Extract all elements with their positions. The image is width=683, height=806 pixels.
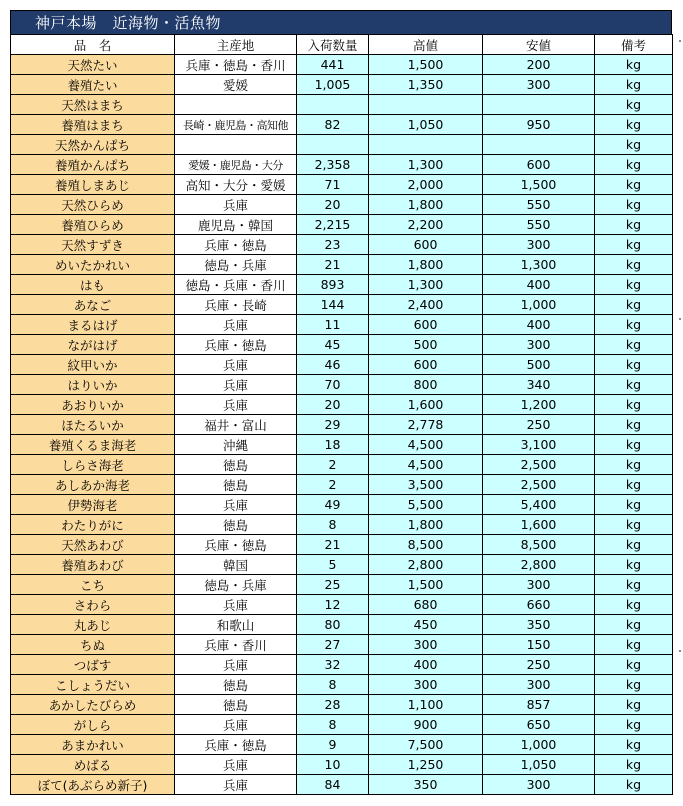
cell-name: 養殖くるま海老: [11, 435, 175, 455]
header-note: 備考: [595, 35, 673, 55]
cell-high-price: 1,800: [369, 255, 483, 275]
cell-origin: 長崎・鹿児島・高知他: [175, 115, 297, 135]
cell-high-price: 500: [369, 335, 483, 355]
cell-origin: 兵庫・香川: [175, 635, 297, 655]
cell-quantity: 8: [297, 515, 369, 535]
cell-quantity: 82: [297, 115, 369, 135]
cell-name: さわら: [11, 595, 175, 615]
cell-name: はりいか: [11, 375, 175, 395]
cell-origin: 徳島・兵庫・香川: [175, 275, 297, 295]
cell-name: あかしたびらめ: [11, 695, 175, 715]
table-row: [11, 455, 673, 475]
cell-high-price: 600: [369, 355, 483, 375]
cell-origin: [175, 95, 297, 115]
cell-high-price: 1,800: [369, 515, 483, 535]
table-row: [11, 355, 673, 375]
cell-low-price: 660: [483, 595, 595, 615]
cell-origin: 兵庫・徳島: [175, 235, 297, 255]
cell-quantity: 893: [297, 275, 369, 295]
cell-name: あおりいか: [11, 395, 175, 415]
header-origin: 主産地: [175, 35, 297, 55]
cell-low-price: 2,500: [483, 475, 595, 495]
cell-origin: 兵庫・徳島: [175, 335, 297, 355]
cell-high-price: 1,800: [369, 195, 483, 215]
cell-low-price: 1,000: [483, 735, 595, 755]
table-row: [11, 235, 673, 255]
cell-note: kg: [595, 775, 673, 795]
cell-high-price: 800: [369, 375, 483, 395]
cell-quantity: 8: [297, 675, 369, 695]
table-row: [11, 635, 673, 655]
cell-note: kg: [595, 755, 673, 775]
cell-origin: 兵庫: [175, 775, 297, 795]
cell-note: kg: [595, 515, 673, 535]
cell-note: kg: [595, 475, 673, 495]
cell-low-price: 950: [483, 115, 595, 135]
cell-origin: 兵庫・徳島: [175, 535, 297, 555]
cell-quantity: 144: [297, 295, 369, 315]
cell-origin: 徳島: [175, 675, 297, 695]
cell-quantity: 21: [297, 255, 369, 275]
cell-note: kg: [595, 135, 673, 155]
cell-quantity: 20: [297, 395, 369, 415]
table-row: [11, 475, 673, 495]
cell-quantity: 70: [297, 375, 369, 395]
table-row: [11, 195, 673, 215]
table-row: [11, 55, 673, 75]
cell-note: kg: [595, 415, 673, 435]
cell-quantity: 80: [297, 615, 369, 635]
cell-note: kg: [595, 175, 673, 195]
cell-origin: 兵庫: [175, 355, 297, 375]
cell-high-price: 1,300: [369, 275, 483, 295]
cell-low-price: 550: [483, 215, 595, 235]
cell-low-price: 300: [483, 335, 595, 355]
cell-high-price: 2,000: [369, 175, 483, 195]
cell-note: kg: [595, 575, 673, 595]
cell-high-price: 400: [369, 655, 483, 675]
cell-low-price: 300: [483, 235, 595, 255]
cell-high-price: 3,500: [369, 475, 483, 495]
table-row: [11, 675, 673, 695]
cell-name: 丸あじ: [11, 615, 175, 635]
cell-note: kg: [595, 255, 673, 275]
cell-low-price: 8,500: [483, 535, 595, 555]
cell-low-price: 300: [483, 675, 595, 695]
table-row: [11, 215, 673, 235]
cell-quantity: 20: [297, 195, 369, 215]
cell-name: あしあか海老: [11, 475, 175, 495]
cell-name: こしょうだい: [11, 675, 175, 695]
cell-name: 天然はまち: [11, 95, 175, 115]
cell-note: kg: [595, 95, 673, 115]
cell-quantity: 29: [297, 415, 369, 435]
cell-quantity: 2,358: [297, 155, 369, 175]
cell-quantity: 27: [297, 635, 369, 655]
cell-origin: 兵庫: [175, 375, 297, 395]
cell-note: kg: [595, 535, 673, 555]
cell-origin: 兵庫: [175, 595, 297, 615]
cell-note: kg: [595, 355, 673, 375]
edge-mark: [679, 318, 681, 320]
cell-low-price: 3,100: [483, 435, 595, 455]
cell-name: 天然すずき: [11, 235, 175, 255]
cell-name: めばる: [11, 755, 175, 775]
cell-origin: 愛媛: [175, 75, 297, 95]
cell-high-price: 900: [369, 715, 483, 735]
edge-mark: [679, 650, 681, 652]
cell-low-price: 400: [483, 315, 595, 335]
cell-low-price: 1,200: [483, 395, 595, 415]
table-row: [11, 435, 673, 455]
cell-note: kg: [595, 715, 673, 735]
table-row: [11, 555, 673, 575]
cell-quantity: [297, 135, 369, 155]
cell-quantity: 84: [297, 775, 369, 795]
cell-name: まるはげ: [11, 315, 175, 335]
cell-quantity: 32: [297, 655, 369, 675]
cell-low-price: 200: [483, 55, 595, 75]
cell-origin: 兵庫: [175, 395, 297, 415]
cell-low-price: 1,600: [483, 515, 595, 535]
cell-low-price: 857: [483, 695, 595, 715]
cell-name: めいたかれい: [11, 255, 175, 275]
cell-name: こち: [11, 575, 175, 595]
cell-high-price: 1,100: [369, 695, 483, 715]
cell-low-price: 300: [483, 775, 595, 795]
cell-quantity: 10: [297, 755, 369, 775]
table-row: [11, 175, 673, 195]
cell-quantity: 45: [297, 335, 369, 355]
cell-note: kg: [595, 595, 673, 615]
cell-origin: [175, 135, 297, 155]
cell-name: 天然かんぱち: [11, 135, 175, 155]
cell-quantity: [297, 95, 369, 115]
cell-low-price: 2,500: [483, 455, 595, 475]
table-row: [11, 295, 673, 315]
cell-note: kg: [595, 455, 673, 475]
cell-origin: 徳島・兵庫: [175, 255, 297, 275]
cell-name: 養殖かんぱち: [11, 155, 175, 175]
cell-high-price: 1,500: [369, 55, 483, 75]
cell-high-price: 8,500: [369, 535, 483, 555]
cell-quantity: 9: [297, 735, 369, 755]
cell-quantity: 46: [297, 355, 369, 375]
cell-origin: 兵庫: [175, 195, 297, 215]
cell-quantity: 8: [297, 715, 369, 735]
cell-name: 養殖あわび: [11, 555, 175, 575]
cell-name: ほたるいか: [11, 415, 175, 435]
cell-high-price: 1,500: [369, 575, 483, 595]
table-row: [11, 75, 673, 95]
cell-origin: 徳島: [175, 515, 297, 535]
cell-name: あなご: [11, 295, 175, 315]
cell-quantity: 23: [297, 235, 369, 255]
header-row: [11, 35, 673, 55]
table-row: [11, 535, 673, 555]
cell-origin: 兵庫: [175, 495, 297, 515]
cell-origin: 鹿児島・韓国: [175, 215, 297, 235]
cell-quantity: 18: [297, 435, 369, 455]
cell-note: kg: [595, 115, 673, 135]
cell-note: kg: [595, 55, 673, 75]
cell-name: 養殖しまあじ: [11, 175, 175, 195]
cell-high-price: 1,050: [369, 115, 483, 135]
cell-low-price: 1,050: [483, 755, 595, 775]
cell-note: kg: [595, 315, 673, 335]
cell-low-price: 300: [483, 575, 595, 595]
cell-origin: 兵庫: [175, 755, 297, 775]
cell-high-price: 1,300: [369, 155, 483, 175]
cell-low-price: 650: [483, 715, 595, 735]
cell-name: しらさ海老: [11, 455, 175, 475]
cell-quantity: 71: [297, 175, 369, 195]
header-low-price: 安値: [483, 35, 595, 55]
cell-origin: 徳島: [175, 455, 297, 475]
cell-high-price: 350: [369, 775, 483, 795]
table-row: [11, 735, 673, 755]
cell-low-price: 2,800: [483, 555, 595, 575]
cell-name: ちぬ: [11, 635, 175, 655]
cell-high-price: 1,350: [369, 75, 483, 95]
cell-low-price: 1,000: [483, 295, 595, 315]
cell-origin: 兵庫: [175, 715, 297, 735]
cell-note: kg: [595, 295, 673, 315]
table-row: [11, 495, 673, 515]
cell-origin: 韓国: [175, 555, 297, 575]
cell-high-price: 300: [369, 675, 483, 695]
table-row: [11, 695, 673, 715]
cell-quantity: 49: [297, 495, 369, 515]
header-high-price: 高値: [369, 35, 483, 55]
cell-quantity: 441: [297, 55, 369, 75]
table-row: [11, 715, 673, 735]
table-row: [11, 115, 673, 135]
cell-name: がしら: [11, 715, 175, 735]
cell-low-price: 400: [483, 275, 595, 295]
table-row: [11, 775, 673, 795]
market-price-sheet: [10, 10, 672, 795]
cell-low-price: 340: [483, 375, 595, 395]
cell-low-price: 500: [483, 355, 595, 375]
cell-name: 養殖ひらめ: [11, 215, 175, 235]
cell-name: 紋甲いか: [11, 355, 175, 375]
cell-low-price: 250: [483, 655, 595, 675]
cell-name: つばす: [11, 655, 175, 675]
cell-note: kg: [595, 215, 673, 235]
cell-name: わたりがに: [11, 515, 175, 535]
table-row: [11, 95, 673, 115]
cell-high-price: 600: [369, 315, 483, 335]
cell-origin: 兵庫: [175, 655, 297, 675]
cell-high-price: 2,800: [369, 555, 483, 575]
table-row: [11, 515, 673, 535]
cell-origin: 高知・大分・愛媛: [175, 175, 297, 195]
cell-low-price: [483, 135, 595, 155]
cell-quantity: 28: [297, 695, 369, 715]
cell-origin: 徳島: [175, 695, 297, 715]
table-row: [11, 255, 673, 275]
cell-quantity: 11: [297, 315, 369, 335]
cell-low-price: 550: [483, 195, 595, 215]
cell-high-price: 5,500: [369, 495, 483, 515]
cell-high-price: 450: [369, 615, 483, 635]
table-body: [11, 55, 673, 795]
cell-note: kg: [595, 635, 673, 655]
cell-origin: 兵庫・長崎: [175, 295, 297, 315]
cell-origin: 徳島: [175, 475, 297, 495]
cell-high-price: [369, 135, 483, 155]
table-row: [11, 395, 673, 415]
price-table: [10, 34, 673, 795]
table-row: [11, 755, 673, 775]
cell-note: kg: [595, 675, 673, 695]
cell-name: 養殖たい: [11, 75, 175, 95]
cell-low-price: 150: [483, 635, 595, 655]
cell-high-price: 2,200: [369, 215, 483, 235]
table-row: [11, 595, 673, 615]
cell-name: はも: [11, 275, 175, 295]
header-quantity: 入荷数量: [297, 35, 369, 55]
table-row: [11, 155, 673, 175]
table-row: [11, 375, 673, 395]
cell-name: 天然あわび: [11, 535, 175, 555]
table-row: [11, 615, 673, 635]
cell-high-price: 680: [369, 595, 483, 615]
cell-high-price: 1,600: [369, 395, 483, 415]
table-row: [11, 575, 673, 595]
cell-name: 養殖はまち: [11, 115, 175, 135]
cell-note: kg: [595, 335, 673, 355]
cell-low-price: 5,400: [483, 495, 595, 515]
cell-origin: 兵庫: [175, 315, 297, 335]
cell-quantity: 25: [297, 575, 369, 595]
cell-quantity: 2: [297, 455, 369, 475]
cell-low-price: [483, 95, 595, 115]
cell-quantity: 5: [297, 555, 369, 575]
edge-mark: [679, 40, 681, 42]
cell-note: kg: [595, 275, 673, 295]
cell-origin: 徳島・兵庫: [175, 575, 297, 595]
cell-high-price: 2,778: [369, 415, 483, 435]
cell-note: kg: [595, 695, 673, 715]
cell-quantity: 2,215: [297, 215, 369, 235]
cell-note: kg: [595, 195, 673, 215]
cell-note: kg: [595, 495, 673, 515]
cell-quantity: 1,005: [297, 75, 369, 95]
cell-low-price: 1,500: [483, 175, 595, 195]
table-row: [11, 655, 673, 675]
header-name: 品 名: [11, 35, 175, 55]
cell-high-price: [369, 95, 483, 115]
table-row: [11, 135, 673, 155]
cell-origin: 福井・富山: [175, 415, 297, 435]
cell-high-price: 4,500: [369, 455, 483, 475]
cell-origin: 兵庫・徳島: [175, 735, 297, 755]
cell-note: kg: [595, 435, 673, 455]
table-row: [11, 275, 673, 295]
cell-name: 伊勢海老: [11, 495, 175, 515]
cell-note: kg: [595, 615, 673, 635]
cell-name: あまかれい: [11, 735, 175, 755]
cell-note: kg: [595, 735, 673, 755]
cell-origin: 兵庫・徳島・香川: [175, 55, 297, 75]
cell-note: kg: [595, 555, 673, 575]
table-row: [11, 415, 673, 435]
cell-low-price: 250: [483, 415, 595, 435]
cell-low-price: 350: [483, 615, 595, 635]
cell-quantity: 21: [297, 535, 369, 555]
table-row: [11, 315, 673, 335]
cell-high-price: 7,500: [369, 735, 483, 755]
cell-name: 天然たい: [11, 55, 175, 75]
cell-note: kg: [595, 75, 673, 95]
cell-name: 天然ひらめ: [11, 195, 175, 215]
cell-origin: 愛媛・鹿児島・大分: [175, 155, 297, 175]
cell-note: kg: [595, 375, 673, 395]
cell-name: ながはげ: [11, 335, 175, 355]
cell-note: kg: [595, 235, 673, 255]
sheet-title: 神戸本場 近海物・活魚物: [10, 10, 672, 34]
cell-high-price: 4,500: [369, 435, 483, 455]
cell-high-price: 1,250: [369, 755, 483, 775]
cell-note: kg: [595, 395, 673, 415]
cell-origin: 和歌山: [175, 615, 297, 635]
cell-low-price: 600: [483, 155, 595, 175]
cell-name: ぼて(あぶらめ新子): [11, 775, 175, 795]
cell-high-price: 600: [369, 235, 483, 255]
cell-quantity: 2: [297, 475, 369, 495]
cell-high-price: 2,400: [369, 295, 483, 315]
cell-origin: 沖縄: [175, 435, 297, 455]
table-row: [11, 335, 673, 355]
cell-quantity: 12: [297, 595, 369, 615]
cell-high-price: 300: [369, 635, 483, 655]
cell-low-price: 300: [483, 75, 595, 95]
cell-low-price: 1,300: [483, 255, 595, 275]
cell-note: kg: [595, 655, 673, 675]
cell-note: kg: [595, 155, 673, 175]
